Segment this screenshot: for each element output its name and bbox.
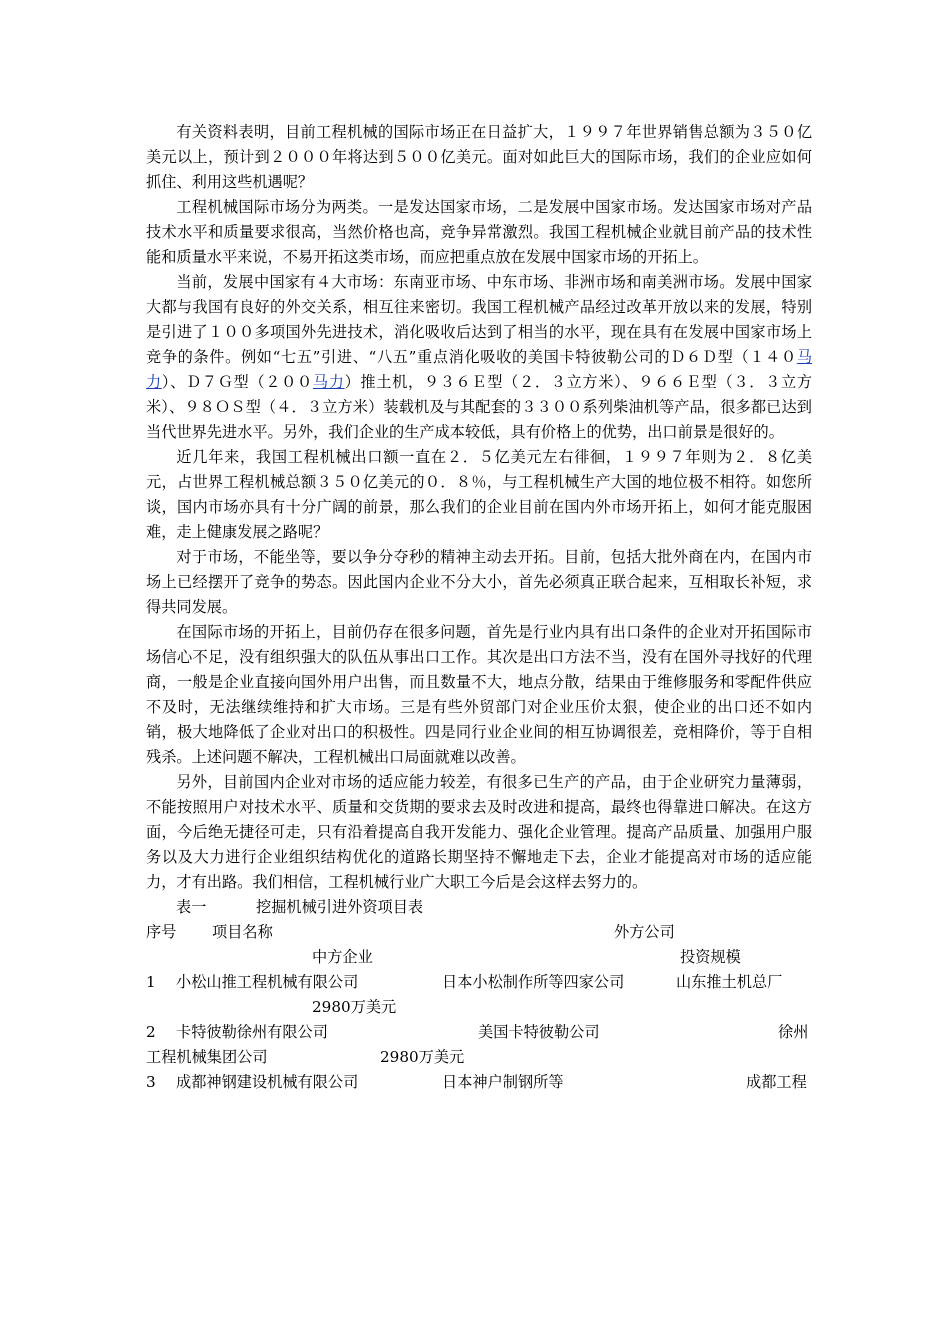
header-investment-scale: 投资规模 xyxy=(680,948,741,966)
row-project-name: 小松山推工程机械有限公司 xyxy=(176,973,359,991)
header-project-name: 项目名称 xyxy=(212,923,273,941)
row-chinese-enterprise: 成都工程 xyxy=(746,1073,807,1091)
row-project-name: 卡特彼勒徐州有限公司 xyxy=(176,1023,328,1041)
row-project-name: 成都神钢建设机械有限公司 xyxy=(176,1073,359,1091)
header-seq: 序号 xyxy=(146,923,177,941)
paragraph-1: 有关资料表明，目前工程机械的国际市场正在日益扩大，１９９７年世界销售总额为３５０亿美元以上，预计到２０００年将达到５００亿美元。面对如此巨大的国际市场，我们的企业应如何抓住、利用这些机遇呢？ xyxy=(146,123,812,191)
table-header-row xyxy=(146,920,812,945)
table-row xyxy=(146,1070,812,1095)
row-chinese-enterprise: 徐州 xyxy=(778,1023,809,1041)
row-investment-scale: 2980万美元 xyxy=(312,998,397,1016)
row-foreign-company: 日本小松制作所等四家公司 xyxy=(442,973,625,991)
row-foreign-company: 日本神户制钢所等 xyxy=(442,1073,564,1091)
table-row xyxy=(146,970,812,995)
row-seq: 1 xyxy=(146,973,156,991)
document-body xyxy=(146,120,812,1095)
header-chinese-enterprise: 中方企业 xyxy=(312,948,373,966)
table-row-continued xyxy=(146,995,812,1020)
row-investment-scale: 2980万美元 xyxy=(380,1048,465,1066)
row-chinese-enterprise-cont: 工程机械集团公司 xyxy=(146,1048,268,1066)
horsepower-link-2[interactable]: 马力 xyxy=(312,373,345,391)
table-caption-title: 挖掘机械引进外资项目表 xyxy=(256,898,424,916)
table-row xyxy=(146,1020,812,1045)
paragraph-6: 在国际市场的开拓上，目前仍存在很多问题，首先是行业内具有出口条件的企业对开拓国际市场信心不足，没有组织强大的队伍从事出口工作。其次是出口方法不当，没有在国外寻找好的代理商，一般是企业直接向国外用户出售，而且数量不大，地点分散，结果由于维修服务和零配件供应不及时，无法继续维持和扩大市场。三是有些外贸部门对企业压价太狠，使企业的出口还不如内销，极大地降低了企业对出口的积极性。四是同行业企业间的相互协调很差，竞相降价，等于自相残杀。上述问题不解决，工程机械出口局面就难以改善。 xyxy=(146,623,812,766)
row-seq: 3 xyxy=(146,1073,156,1091)
paragraph-7: 另外，目前国内企业对市场的适应能力较差，有很多已生产的产品，由于企业研究力量薄弱，不能按照用户对技术水平、质量和交货期的要求去及时改进和提高，最终也得靠进口解决。在这方面，今后绝无捷径可走，只有沿着提高自我开发能力、强化企业管理。提高产品质量、加强用户服务以及大力进行企业组织结构优化的道路长期坚持不懈地走下去，企业才能提高对市场的适应能力，才有出路。我们相信，工程机械行业广大职工今后是会这样去努力的。 xyxy=(146,773,812,891)
table-caption-number: 表一 xyxy=(176,898,207,916)
row-foreign-company: 美国卡特彼勒公司 xyxy=(478,1023,600,1041)
header-foreign-company: 外方公司 xyxy=(614,923,675,941)
horsepower-link-1[interactable]: 马力 xyxy=(146,348,812,391)
paragraph-5: 对于市场，不能坐等，要以争分夺秒的精神主动去开拓。目前，包括大批外商在内，在国内市场上已经摆开了竞争的势态。因此国内企业不分大小，首先必须真正联合起来，互相取长补短，求得共同发展。 xyxy=(146,548,812,616)
investment-table xyxy=(146,895,812,1095)
paragraph-2: 工程机械国际市场分为两类。一是发达国家市场，二是发展中国家市场。发达国家市场对产品技术水平和质量要求很高，当然价格也高，竞争异常激烈。我国工程机械企业就目前产品的技术性能和质量水平来说，不易开拓这类市场，而应把重点放在发展中国家市场的开拓上。 xyxy=(146,198,812,266)
table-row-continued xyxy=(146,1045,812,1070)
table-header-row-2 xyxy=(146,945,812,970)
paragraph-3: 当前，发展中国家有４大市场：东南亚市场、中东市场、非洲市场和南美洲市场。发展中国家大都与我国有良好的外交关系，相互往来密切。我国工程机械产品经过改革开放以来的发展，特别是引进了１００多项国外先进技术，消化吸收后达到了相当的水平，现在具有在发展中国家市场上竞争的条件。例如“七五”引进、“八五”重点消化吸收的美国卡特彼勒公司的Ｄ６Ｄ型（１４０马力）、Ｄ７Ｇ型（２００马力）推土机，９３６Ｅ型（２．３立方米）、９６６Ｅ型（３．３立方米）、９８ＯＳ型（４．３立方米）装载机及与其配套的３３００系列柴油机等产品，很多都已达到当代世界先进水平。另外，我们企业的生产成本较低，具有价格上的优势，出口前景是很好的。 xyxy=(146,273,813,441)
row-seq: 2 xyxy=(146,1023,156,1041)
paragraph-4: 近几年来，我国工程机械出口额一直在２．５亿美元左右徘徊，１９９７年则为２．８亿美元，占世界工程机械总额３５０亿美元的０．８％，与工程机械生产大国的地位极不相符。如您所谈，国内市场亦具有十分广阔的前景，那么我们的企业目前在国内外市场开拓上，如何才能克服困难，走上健康发展之路呢？ xyxy=(146,448,812,541)
table-caption xyxy=(146,895,812,920)
row-chinese-enterprise: 山东推土机总厂 xyxy=(676,973,783,991)
